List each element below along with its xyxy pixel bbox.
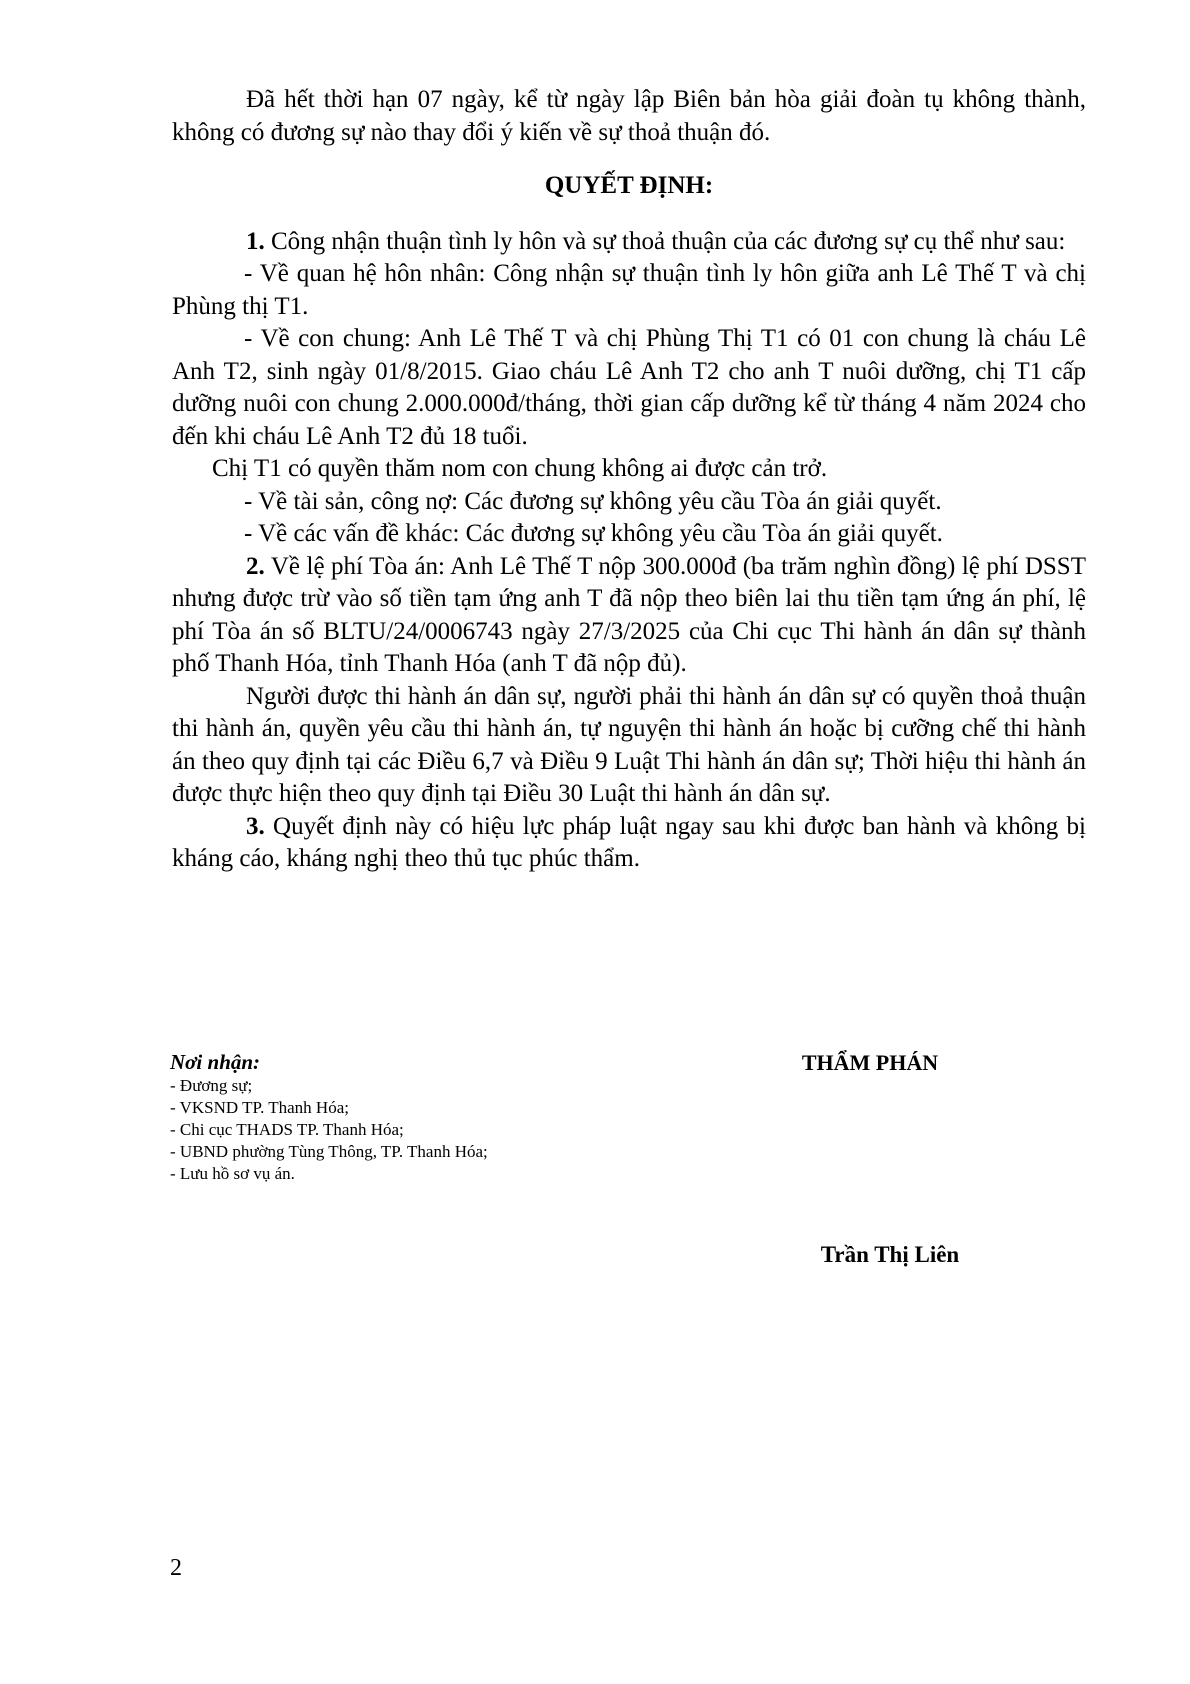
- other-matters-paragraph: - Về các vấn đề khác: Các đương sự không yêu cầu Tòa án giải quyết.: [244, 520, 943, 547]
- visiting-paragraph: Chị T1 có quyền thăm nom con chung không ai được cản trở.: [212, 455, 828, 482]
- item-3-number: 3.: [246, 812, 265, 840]
- recipients-block: [170, 1049, 630, 1185]
- page-number: 2: [170, 1555, 182, 1581]
- recipient-item: - Đương sự;: [170, 1076, 253, 1095]
- enforcement-paragraph: Người được thi hành án dân sự, người phải thi hành án dân sự có quyền thoả thuận thi hành án, quyền yêu cầu thi hành án, tự nguyện thi hành án hoặc bị cưỡng chế thi hành án theo quy định tại các Điều 6,7 và Điều 9 Luật Thi hành án dân sự; Thời hiệu thi hành án được thực hiện theo quy định tại Điều 30 Luật thi hành án dân sự.: [172, 682, 1086, 807]
- judge-title: THẨM PHÁN: [801, 1050, 939, 1075]
- intro-paragraph: Đã hết thời hạn 07 ngày, kể từ ngày lập Biên bản hòa giải đoàn tụ không thành, không có đương sự nào thay đổi ý kiến về sự thoả thuận đó.: [172, 86, 1086, 146]
- recipient-item: - VKSND TP. Thanh Hóa;: [170, 1098, 349, 1117]
- decision-heading: QUYẾT ĐỊNH:: [544, 172, 714, 199]
- children-paragraph: - Về con chung: Anh Lê Thế T và chị Phùng Thị T1 có 01 con chung là cháu Lê Anh T2, sinh ngày 01/8/2015. Giao cháu Lê Anh T2 cho anh T nuôi dưỡng, chị T1 cấp dưỡng nuôi con chung 2.000.000đ/tháng, thời gian cấp dưỡng kể từ tháng 4 năm 2024 cho đến khi cháu Lê Anh T2 đủ 18 tuổi.: [172, 325, 1086, 450]
- item-1-text: Công nhận thuận tình ly hôn và sự thoả thuận của các đương sự cụ thể như sau:: [264, 227, 1066, 255]
- item-2-text: Về lệ phí Tòa án: Anh Lê Thế T nộp 300.000đ (ba trăm nghìn đồng) lệ phí DSST nhưng được trừ vào số tiền tạm ứng anh T đã nộp theo biên lai thu tiền tạm ứng án phí, lệ phí Tòa án số BLTU/24/0006743 ngày 27/3/2025 của Chi cục Thi hành án dân sự thành phố Thanh Hóa, tỉnh Thanh Hóa (anh T đã nộp đủ).: [172, 552, 1086, 677]
- item-1-number: 1.: [246, 227, 265, 255]
- marriage-paragraph: - Về quan hệ hôn nhân: Công nhận sự thuận tình ly hôn giữa anh Lê Thế T và chị Phùng thị T1.: [172, 260, 1086, 320]
- property-paragraph: - Về tài sản, công nợ: Các đương sự không yêu cầu Tòa án giải quyết.: [244, 487, 942, 515]
- document-body: [172, 84, 1086, 876]
- recipients-title: Nơi nhận:: [170, 1050, 261, 1074]
- item-2-number: 2.: [246, 552, 265, 580]
- item-3-paragraph: [172, 811, 1086, 876]
- recipient-item: - Chi cục THADS TP. Thanh Hóa;: [170, 1120, 404, 1139]
- judge-name: Trần Thị Liên: [820, 1242, 960, 1267]
- recipient-item: - UBND phường Tùng Thông, TP. Thanh Hóa;: [170, 1142, 488, 1161]
- recipient-item: - Lưu hồ sơ vụ án.: [170, 1164, 295, 1183]
- item-2-paragraph: [172, 551, 1086, 681]
- item-1-paragraph: [172, 226, 1086, 259]
- item-3-text: Quyết định này có hiệu lực pháp luật ngay sau khi được ban hành và không bị kháng cáo, kháng nghị theo thủ tục phúc thẩm.: [172, 812, 1086, 872]
